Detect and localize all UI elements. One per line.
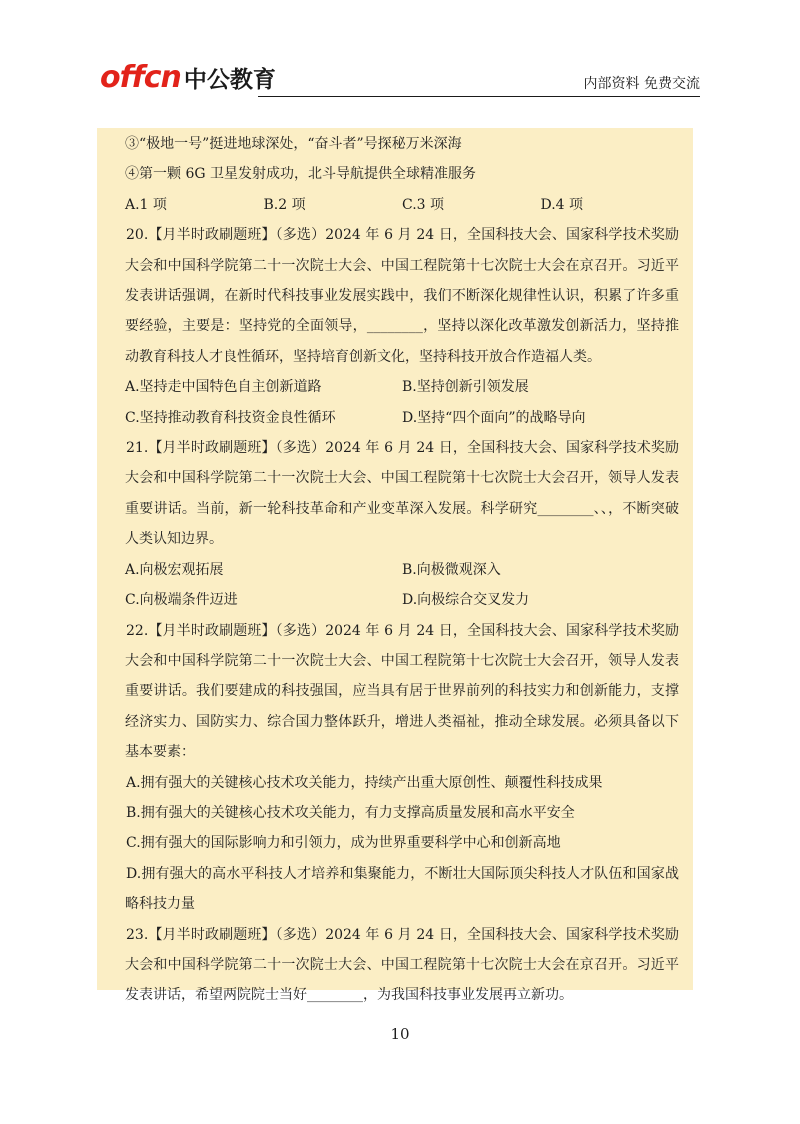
q19-item-4: ④第一颗 6G 卫星发射成功，北斗导航提供全球精准服务 bbox=[125, 166, 476, 183]
q20-options-row1 bbox=[125, 372, 679, 402]
q21-option-d: D.向极综合交叉发力 bbox=[402, 592, 530, 609]
q19-option-d: D.4 项 bbox=[540, 196, 584, 213]
q20-options-row2 bbox=[125, 403, 679, 433]
q20-option-b: B.坚持创新引领发展 bbox=[402, 379, 529, 396]
header-rule bbox=[258, 96, 700, 97]
q20-option-c: C.坚持推动教育科技资金良性循环 bbox=[125, 409, 336, 426]
q23-stem: 23.【月半时政刷题班】（多选）2024 年 6 月 24 日，全国科技大会、国家科学技术奖励大会和中国科学院第二十一次院士大会、中国工程院第十七次院士大会在京召开。习近平发表讲话，希望两院院士当好________，为我国科技事业发展再立新功。 bbox=[125, 926, 679, 1004]
q19-item-3: ③“极地一号”挺进地球深处，“奋斗者”号探秘万米深海 bbox=[125, 136, 462, 152]
q21-option-c: C.向极端条件迈进 bbox=[125, 592, 238, 609]
q22-option-b: B.拥有强大的关键核心技术攻关能力，有力支撑高质量发展和高水平安全 bbox=[126, 804, 575, 821]
logo-chinese: 中公教育 bbox=[183, 67, 276, 93]
q19-option-a: A.1 项 bbox=[125, 196, 167, 213]
q21-option-a: A.向极宏观拓展 bbox=[125, 561, 224, 578]
logo-english: offcn bbox=[100, 60, 181, 95]
question-block bbox=[97, 128, 693, 1004]
q22-option-d: D.拥有强大的高水平科技人才培养和集聚能力，不断壮大国际顶尖科技人才队伍和国家战略科技力量 bbox=[125, 865, 679, 913]
q20-stem: 20.【月半时政刷题班】（多选）2024 年 6 月 24 日，全国科技大会、国家科学技术奖励大会和中国科学院第二十一次院士大会、中国工程院第十七次院士大会在京召开。习近平发表讲话强调，在新时代科技事业发展实践中，我们不断深化规律性认识，积累了许多重要经验，主要是：坚持党的全面领导，________，坚持以深化改革激发创新活力，坚持推动教育科技人才良性循环，坚持培育创新文化，坚持科技开放合作造福人类。 bbox=[125, 227, 679, 365]
q22-stem: 22.【月半时政刷题班】（多选）2024 年 6 月 24 日，全国科技大会、国家科学技术奖励大会和中国科学院第二十一次院士大会、中国工程院第十七次院士大会召开，领导人发表重要讲话。我们要建成的科技强国，应当具有居于世界前列的科技实力和创新能力，支撑经济实力、国防实力、综合国力整体跃升，增进人类福祉，推动全球发展。必须具备以下基本要素： bbox=[125, 622, 679, 761]
page-number: 10 bbox=[390, 1025, 410, 1043]
q21-options-row1 bbox=[125, 555, 679, 585]
page-header bbox=[100, 52, 700, 100]
q19-option-b: B.2 项 bbox=[263, 196, 306, 213]
q22-option-c: C.拥有强大的国际影响力和引领力，成为世界重要科学中心和创新高地 bbox=[126, 835, 561, 852]
q21-option-b: B.向极微观深入 bbox=[402, 561, 501, 578]
q21-options-row2 bbox=[125, 585, 679, 615]
q19-option-c: C.3 项 bbox=[402, 196, 445, 213]
header-note: 内部资料 免费交流 bbox=[583, 76, 700, 92]
q20-option-d: D.坚持“四个面向”的战略导向 bbox=[402, 409, 586, 426]
offcn-logo bbox=[100, 60, 276, 95]
q22-option-a: A.拥有强大的关键核心技术攻关能力，持续产出重大原创性、颠覆性科技成果 bbox=[126, 774, 603, 791]
q19-options bbox=[125, 190, 679, 220]
q20-option-a: A.坚持走中国特色自主创新道路 bbox=[125, 379, 322, 396]
q21-stem: 21.【月半时政刷题班】（多选）2024 年 6 月 24 日，全国科技大会、国家科学技术奖励大会和中国科学院第二十一次院士大会、中国工程院第十七次院士大会召开，领导人发表重要讲话。当前，新一轮科技革命和产业变革深入发展。科学研究________、、，不断突破人类认知边界。 bbox=[125, 440, 679, 548]
